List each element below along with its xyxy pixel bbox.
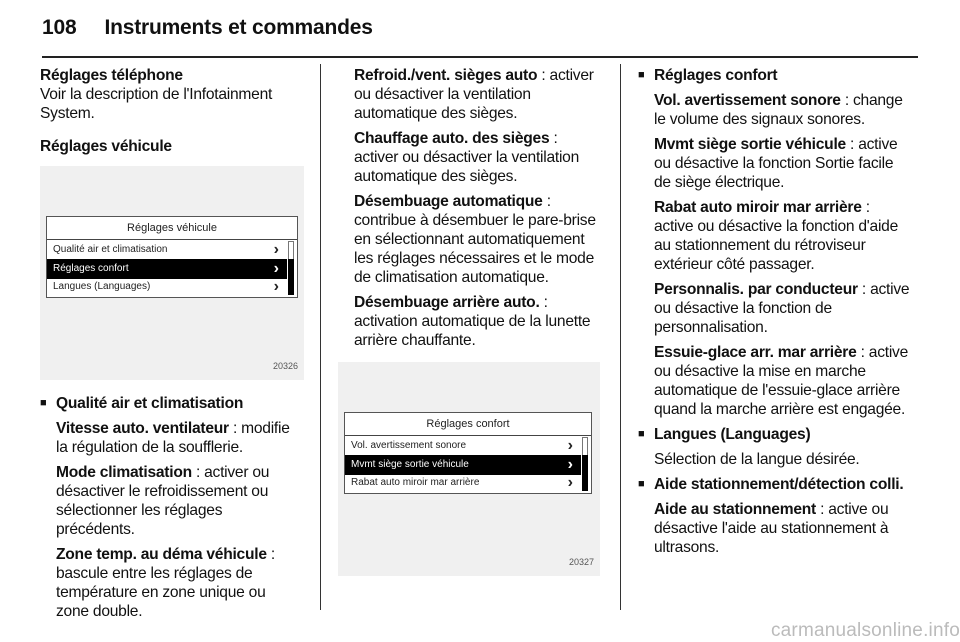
setting-description	[40, 419, 302, 457]
display-panel	[46, 216, 298, 298]
setting-term: Zone temp. au déma véhicule	[56, 546, 267, 563]
setting-term: Désembuage arrière auto.	[354, 294, 540, 311]
chevron-right-icon: ›	[567, 437, 573, 454]
column-1	[40, 66, 302, 627]
setting-text: : active ou désactive la mise en marche automatique de l'essuie-glace arrière quand la marche arrière est engagée.	[654, 344, 909, 418]
section-text: Voir la description de l'Infotainment System.	[40, 86, 273, 122]
menu-item-label: Qualité air et climatisation	[53, 244, 168, 255]
page-title: Instruments et commandes	[104, 16, 373, 39]
watermark: carmanualsonline.info	[770, 620, 960, 641]
panel-title: Réglages véhicule	[47, 217, 297, 240]
page-header	[42, 16, 373, 40]
bullet-item	[638, 475, 910, 494]
bullet-title: Langues (Languages)	[654, 426, 811, 443]
setting-text: : activer ou désactiver la ventilation automatique des sièges.	[354, 67, 594, 122]
chevron-right-icon: ›	[567, 456, 573, 473]
setting-description	[638, 343, 910, 419]
setting-term: Chauffage auto. des sièges	[354, 130, 550, 147]
setting-text: : contribue à désembuer le pare-brise en sélectionnant automatiquement les réglages nécessaires et le mode de climatisation automatique.	[354, 193, 596, 286]
setting-term: Personnalis. par conducteur	[654, 281, 858, 298]
setting-text: : active ou désactive la fonction Sortie facile de siège électrique.	[654, 136, 898, 191]
chevron-right-icon: ›	[273, 260, 279, 277]
bullet-item	[40, 394, 302, 413]
setting-text: : activer ou désactiver la ventilation automatique des sièges.	[354, 130, 580, 185]
scrollbar-thumb[interactable]	[582, 455, 588, 491]
section-title: Réglages véhicule	[40, 138, 172, 155]
bullet-title: Qualité air et climatisation	[56, 395, 244, 412]
menu-item-label: Vol. avertissement sonore	[351, 440, 467, 451]
setting-term: Rabat auto miroir mar arrière	[654, 199, 862, 216]
chevron-right-icon: ›	[567, 474, 573, 491]
setting-term: Essuie-glace arr. mar arrière	[654, 344, 857, 361]
setting-term: Vitesse auto. ventilateur	[56, 420, 229, 437]
setting-text: : bascule entre les réglages de température en zone unique ou zone double.	[56, 546, 275, 620]
setting-description	[638, 91, 910, 129]
page-number: 108	[42, 16, 77, 39]
scrollbar-thumb[interactable]	[288, 259, 294, 295]
setting-text: : activation automatique de la lunette arrière chauffante.	[354, 294, 591, 349]
setting-term: Refroid./vent. sièges auto	[354, 67, 538, 84]
menu-item-label: Réglages confort	[53, 263, 129, 274]
column-3	[638, 66, 910, 563]
column-divider	[620, 64, 621, 610]
setting-description	[638, 280, 910, 337]
figure-number: 20327	[568, 557, 594, 567]
menu-item-label: Langues (Languages)	[53, 281, 151, 292]
menu-item[interactable]	[345, 436, 581, 456]
setting-term: Mode climatisation	[56, 464, 192, 481]
setting-description	[638, 500, 910, 557]
menu-item[interactable]	[47, 277, 287, 297]
vehicle-settings-figure	[40, 166, 304, 380]
chevron-right-icon: ›	[273, 241, 279, 258]
setting-text: : change le volume des signaux sonores.	[654, 92, 903, 128]
column-2	[351, 66, 604, 576]
setting-text: Sélection de la langue désirée.	[654, 451, 860, 468]
chevron-right-icon: ›	[273, 278, 279, 295]
menu-item-selected[interactable]	[345, 455, 581, 475]
setting-text: : active ou désactive l'aide au stationnement à ultrasons.	[654, 501, 889, 556]
setting-description	[638, 135, 910, 192]
setting-text: : active ou désactive la fonction de personnalisation.	[654, 281, 910, 336]
setting-description	[354, 192, 604, 287]
setting-description	[40, 545, 302, 621]
figure-number: 20326	[272, 361, 298, 371]
setting-description	[40, 463, 302, 539]
header-rule	[42, 56, 918, 58]
column-divider	[320, 64, 321, 610]
menu-item-selected[interactable]	[47, 259, 287, 279]
panel-title: Réglages confort	[345, 413, 591, 436]
setting-text: : active ou désactive la fonction d'aide au stationnement du rétroviseur extérieur côté passager.	[654, 199, 899, 273]
section-title: Réglages téléphone	[40, 67, 183, 84]
bullet-title: Réglages confort	[654, 67, 778, 84]
menu-item-label: Rabat auto miroir mar arrière	[351, 477, 480, 488]
menu-item[interactable]	[47, 240, 287, 260]
setting-term: Désembuage automatique	[354, 193, 543, 210]
menu-item[interactable]	[345, 473, 581, 493]
bullet-item	[638, 425, 910, 444]
comfort-settings-figure	[338, 362, 600, 576]
setting-description	[354, 293, 604, 350]
setting-term: Aide au stationnement	[654, 501, 816, 518]
setting-text: : activer ou désactiver le refroidissement ou sélectionner les réglages précédents.	[56, 464, 270, 538]
setting-text: : modifie la régulation de la soufflerie.	[56, 420, 290, 456]
bullet-item	[638, 66, 910, 85]
setting-term: Vol. avertissement sonore	[654, 92, 841, 109]
display-panel	[344, 412, 592, 494]
setting-term: Mvmt siège sortie véhicule	[654, 136, 846, 153]
bullet-title: Aide stationnement/détection colli.	[654, 476, 904, 493]
setting-description	[354, 66, 604, 123]
setting-description	[354, 129, 604, 186]
menu-item-label: Mvmt siège sortie véhicule	[351, 459, 469, 470]
setting-description	[638, 198, 910, 274]
